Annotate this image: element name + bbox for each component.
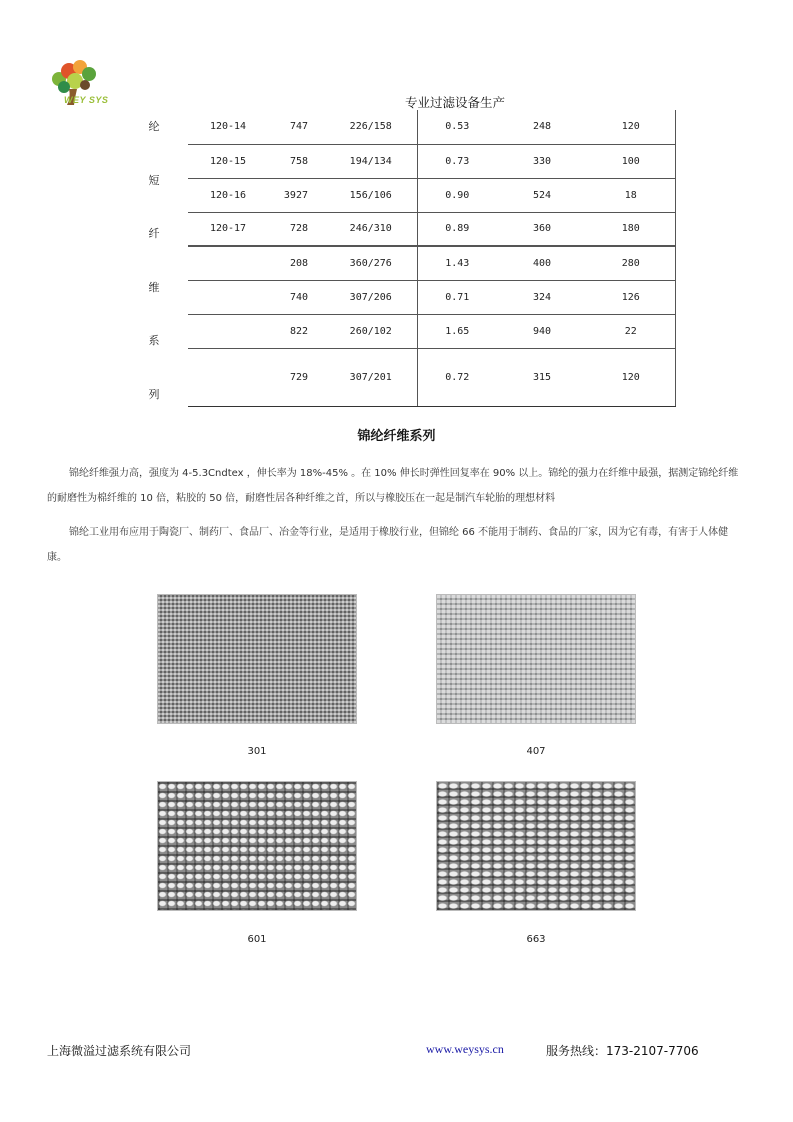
table-row [120,212,675,246]
thickness-cell: 0.90 [417,178,497,212]
application-paragraph: 锦纶工业用布应用于陶瓷厂、制药厂、食品厂、冶金等行业，是适用于橡胶行业，但锦纶 66 不能用于制药、食品的厂家，因为它有毒，有害于人体健康。 [47,527,729,563]
thickness-cell: 0.72 [417,348,497,406]
specs-table [120,110,676,407]
weight-cell: 728 [268,212,325,246]
series-char: 列 [148,387,160,401]
footer-company-name: 上海微溢过滤系统有限公司 [47,1044,192,1058]
series-char: 纶 [148,120,160,133]
permeability-cell: 280 [587,246,675,280]
weight-cell: 208 [268,246,325,280]
fabric-swatch-image [157,594,357,724]
model-cell: 120-14 [188,110,268,144]
table-row [120,178,675,212]
model-cell: 120-17 [188,212,268,246]
thickness-cell: 0.89 [417,212,497,246]
strength-cell: 315 [497,348,587,406]
series-label-cell [120,110,188,406]
series-char: 短 [148,173,160,187]
table-row [120,348,675,406]
strength-cell: 400 [497,246,587,280]
thickness-cell: 0.71 [417,280,497,314]
table-row [120,144,675,178]
footer-hotline: 服务热线：173-2107-7706 [546,1044,699,1058]
model-cell: 120-16 [188,178,268,212]
thickness-cell: 0.73 [417,144,497,178]
model-cell [188,348,268,406]
permeability-cell: 22 [587,314,675,348]
fabric-swatch-image [436,781,636,911]
table-row [120,110,675,144]
series-char: 维 [148,280,160,294]
weight-cell: 3927 [268,178,325,212]
table-row [120,314,675,348]
permeability-cell: 180 [587,212,675,246]
logo-text: WEY SYS [64,95,109,105]
fabric-swatch-image [436,594,636,724]
section-title: 锦纶纤维系列 [357,429,436,444]
model-cell [188,280,268,314]
swatch-label: 407 [526,746,546,757]
weight-cell: 740 [268,280,325,314]
swatch-label: 663 [526,934,546,945]
thickness-cell: 1.65 [417,314,497,348]
density-cell: 226/158 [325,110,417,144]
permeability-cell: 100 [587,144,675,178]
permeability-cell: 18 [587,178,675,212]
thickness-cell: 0.53 [417,110,497,144]
description-paragraph: 锦纶纤维强力高，强度为 4-5.3Cndtex ，伸长率为 18%-45% 。在 10% 伸长时弹性回复率在 90% 以上。锦纶的强力在纤维中最强，据测定锦纶纤维的耐磨性为棉纤维的 10 倍，粘胶的 50 倍，耐磨性居各种纤维之首，所以与橡胶压在一起是制汽车轮胎的理想材料 [47,468,739,504]
weight-cell: 729 [268,348,325,406]
strength-cell: 940 [497,314,587,348]
header-title: 专业过滤设备生产 [405,95,506,110]
model-cell [188,314,268,348]
density-cell: 246/310 [325,212,417,246]
fabric-swatch-image [157,781,357,911]
density-cell: 156/106 [325,178,417,212]
swatch-label: 601 [247,934,267,945]
weight-cell: 747 [268,110,325,144]
series-char: 纤 [148,227,160,241]
strength-cell: 360 [497,212,587,246]
strength-cell: 324 [497,280,587,314]
series-char: 系 [148,334,160,348]
strength-cell: 524 [497,178,587,212]
density-cell: 307/201 [325,348,417,406]
footer-website-link[interactable]: www.weysys.cn [426,1042,504,1056]
weight-cell: 758 [268,144,325,178]
density-cell: 307/206 [325,280,417,314]
table-row [120,246,675,280]
permeability-cell: 126 [587,280,675,314]
model-cell: 120-15 [188,144,268,178]
permeability-cell: 120 [587,110,675,144]
strength-cell: 248 [497,110,587,144]
thickness-cell: 1.43 [417,246,497,280]
density-cell: 260/102 [325,314,417,348]
weight-cell: 822 [268,314,325,348]
specs-table-container [120,110,675,405]
strength-cell: 330 [497,144,587,178]
density-cell: 194/134 [325,144,417,178]
permeability-cell: 120 [587,348,675,406]
swatch-label: 301 [247,746,267,757]
density-cell: 360/276 [325,246,417,280]
table-row [120,280,675,314]
model-cell [188,246,268,280]
